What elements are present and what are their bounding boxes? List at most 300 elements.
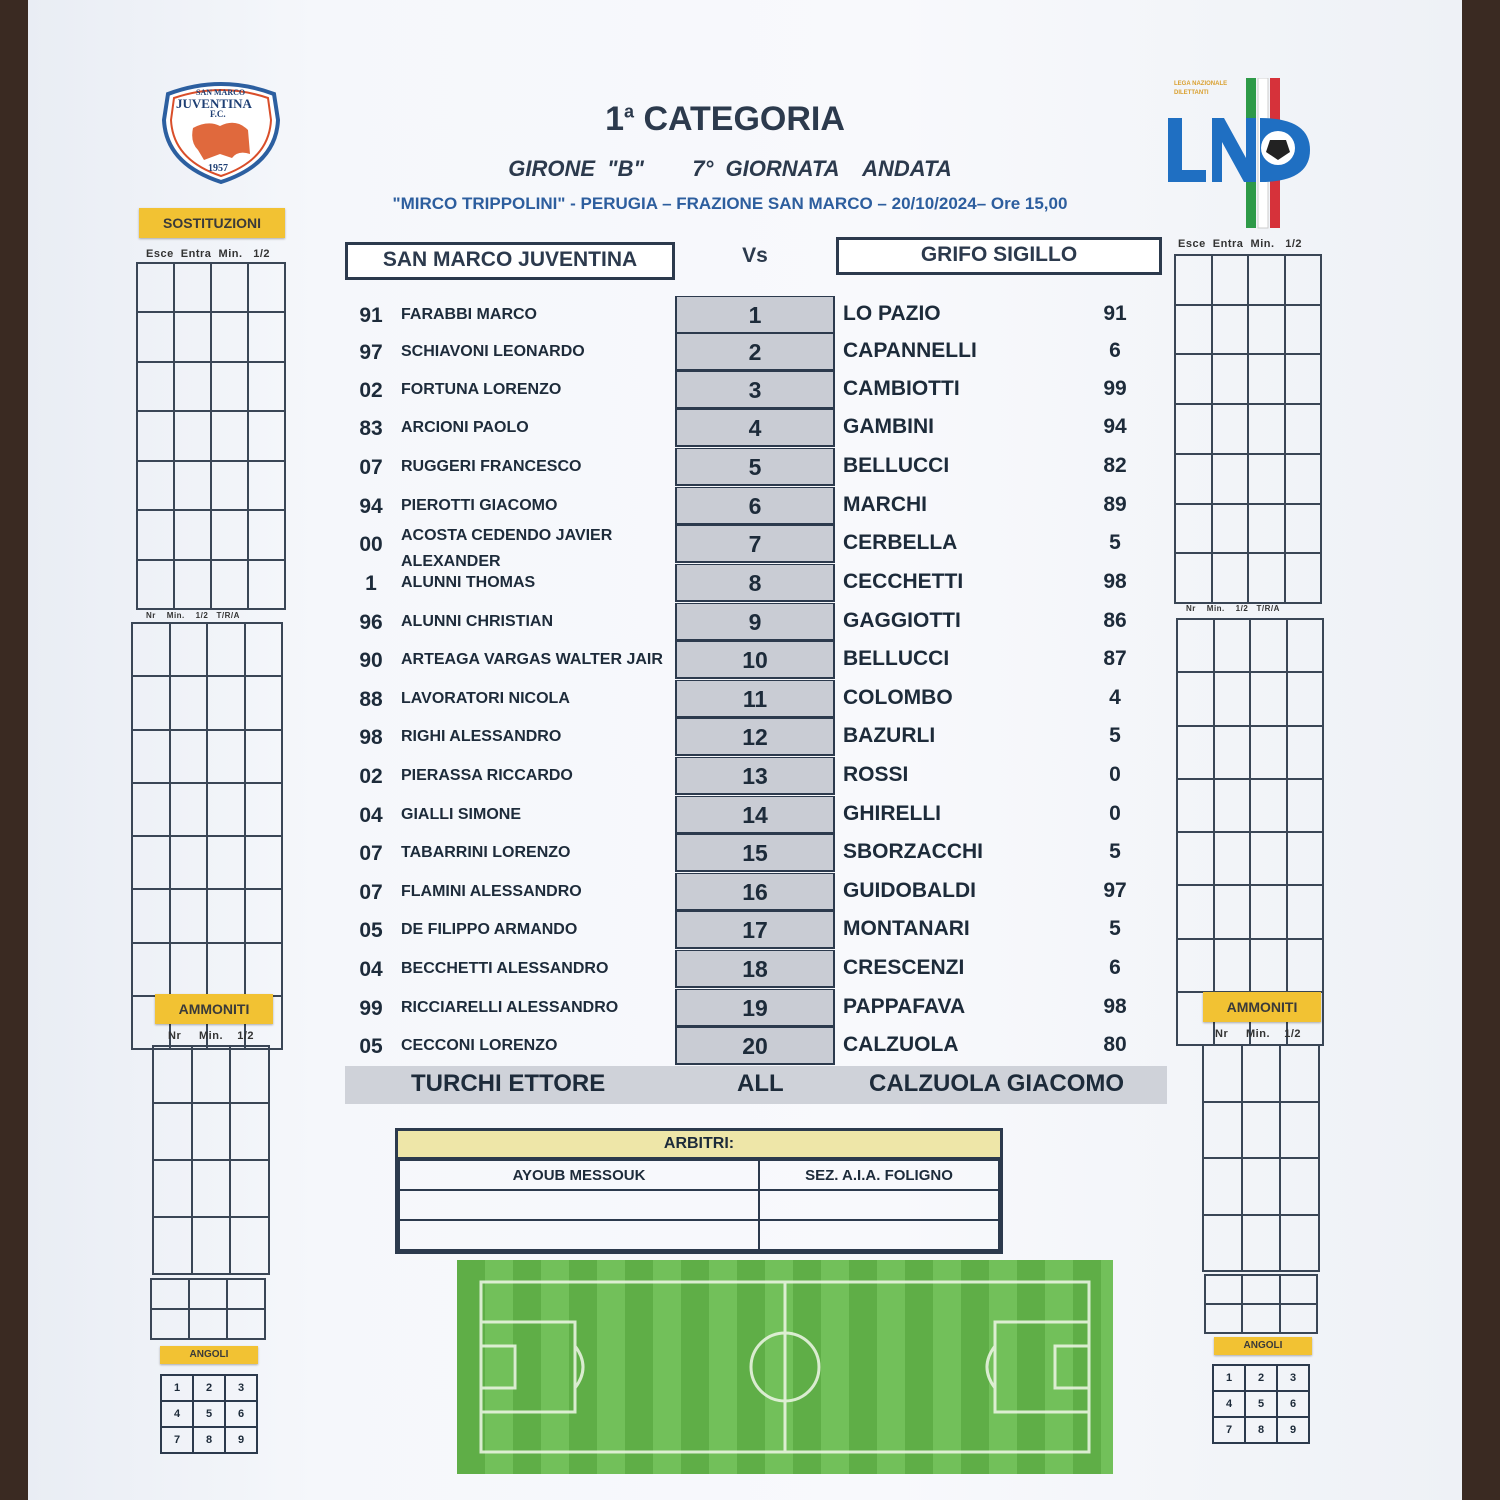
lineup-row	[345, 448, 1145, 486]
corners-grid-right	[1212, 1364, 1310, 1444]
grid-cell	[245, 676, 283, 729]
grid-cell	[170, 676, 208, 729]
grid-cell	[211, 461, 248, 510]
corner-cell: 8	[193, 1427, 225, 1453]
away-player-name: ROSSI	[843, 763, 909, 786]
coaches-row	[345, 1066, 1167, 1104]
grid-cell	[1248, 404, 1285, 454]
grid-cell	[211, 560, 248, 609]
home-player-number: 00	[359, 533, 383, 556]
grid-cell	[211, 312, 248, 361]
grid-cell	[1280, 1045, 1319, 1102]
grid-cell	[1248, 454, 1285, 504]
home-player-name: FLAMINI ALESSANDRO	[401, 883, 582, 900]
away-player-number: 0	[1109, 802, 1121, 825]
away-player-name: GAGGIOTTI	[843, 609, 961, 632]
grid-cell	[153, 1046, 192, 1103]
referees-title: ARBITRI:	[398, 1131, 1000, 1159]
shirt-number: 12	[675, 718, 835, 756]
grid-cell	[227, 1309, 265, 1339]
corner-cell: 7	[1213, 1417, 1245, 1443]
substitutions-header-left: Esce Entra Min. 1/2	[146, 248, 270, 260]
home-player-name: FORTUNA LORENZO	[401, 381, 562, 398]
grid-cell	[1250, 939, 1287, 992]
away-player-number: 5	[1109, 531, 1121, 554]
substitutions-header2-right: Nr Min. 1/2 T/R/A	[1186, 604, 1280, 613]
away-coach: CALZUOLA GIACOMO	[869, 1070, 1125, 1097]
shirt-number: 10	[675, 641, 835, 679]
referee-empty-cell	[399, 1220, 759, 1250]
grid-cell	[248, 263, 285, 312]
home-player-name: ALUNNI THOMAS	[401, 574, 536, 591]
grid-cell	[1212, 305, 1249, 355]
home-coach: TURCHI ETTORE	[411, 1070, 606, 1097]
home-logo-name: JUVENTINA	[176, 96, 252, 111]
grid-cell	[1214, 832, 1251, 885]
corner-cell: 6	[225, 1401, 257, 1427]
home-player-name: LAVORATORI NICOLA	[401, 690, 570, 707]
grid-cell	[1285, 305, 1322, 355]
lineup-row	[345, 757, 1145, 795]
home-player-name: RICCIARELLI ALESSANDRO	[401, 999, 619, 1016]
grid-cell	[132, 783, 170, 836]
shirt-number: 19	[675, 989, 835, 1027]
grid-cell	[211, 362, 248, 411]
league-logo	[1160, 78, 1320, 238]
away-player-name: CERBELLA	[843, 531, 958, 554]
grid-cell	[1285, 553, 1322, 603]
grid-cell	[1203, 1158, 1242, 1215]
grid-cell	[1212, 404, 1249, 454]
grid-cell	[1280, 1215, 1319, 1272]
home-player-name: SCHIAVONI LEONARDO	[401, 343, 585, 360]
home-player-number: 91	[359, 304, 383, 327]
lineup-row	[345, 950, 1145, 988]
grid-cell	[1214, 885, 1251, 938]
substitutions-grid2-right	[1176, 618, 1324, 1046]
shirt-number: 15	[675, 834, 835, 872]
away-player-name: GHIRELLI	[843, 802, 941, 825]
shirt-number: 5	[675, 448, 835, 486]
away-player-name: CRESCENZI	[843, 956, 965, 979]
grid-cell	[211, 411, 248, 460]
corner-cell: 9	[225, 1427, 257, 1453]
corner-cell: 3	[225, 1375, 257, 1401]
home-player-name: PIERASSA RICCARDO	[401, 767, 573, 784]
shirt-number: 16	[675, 873, 835, 911]
grid-cell	[153, 1217, 192, 1274]
away-player-name: BELLUCCI	[843, 647, 950, 670]
grid-cell	[1280, 1158, 1319, 1215]
shirt-number: 1	[675, 296, 835, 334]
grid-cell	[1214, 619, 1251, 672]
grid-cell	[207, 676, 245, 729]
lineup-row	[345, 487, 1145, 525]
home-player-number: 98	[359, 726, 383, 749]
away-player-number: 99	[1103, 377, 1127, 400]
corner-cell: 7	[161, 1427, 193, 1453]
away-player-name: CAPANNELLI	[843, 339, 977, 362]
lineup-row	[345, 525, 1145, 570]
shirt-number: 6	[675, 487, 835, 525]
grid-cell	[211, 263, 248, 312]
grid-cell	[1177, 832, 1214, 885]
corner-cell: 1	[1213, 1365, 1245, 1391]
home-player-name: BECCHETTI ALESSANDRO	[401, 960, 609, 977]
grid-cell	[207, 623, 245, 676]
corners-label-left: ANGOLI	[160, 1346, 258, 1364]
substitutions-grid2-left	[131, 622, 283, 1050]
home-player-number: 07	[359, 456, 383, 479]
cautions-extra-grid-left	[150, 1278, 266, 1340]
home-player-number: 94	[359, 495, 383, 518]
grid-cell	[170, 623, 208, 676]
away-player-number: 5	[1109, 724, 1121, 747]
grid-cell	[174, 510, 211, 559]
home-player-name: GIALLI SIMONE	[401, 806, 521, 823]
vs-label: Vs	[742, 244, 768, 267]
grid-cell	[137, 560, 174, 609]
cautions-extra-grid-right	[1204, 1274, 1318, 1334]
grid-cell	[132, 676, 170, 729]
grid-cell	[211, 510, 248, 559]
grid-cell	[1203, 1045, 1242, 1102]
home-logo-top: SAN MARCO	[196, 88, 246, 97]
shirt-number: 4	[675, 409, 835, 447]
lineup-row	[345, 296, 1145, 334]
grid-cell	[1242, 1304, 1279, 1333]
away-player-number: 98	[1103, 570, 1127, 593]
grid-cell	[245, 836, 283, 889]
grid-cell	[1287, 619, 1324, 672]
lineup-row	[345, 333, 1145, 371]
grid-cell	[1177, 779, 1214, 832]
grid-cell	[1250, 672, 1287, 725]
away-player-name: PAPPAFAVA	[843, 995, 966, 1018]
grid-cell	[174, 312, 211, 361]
grid-cell	[1285, 255, 1322, 305]
home-player-name: DE FILIPPO ARMANDO	[401, 921, 578, 938]
grid-cell	[1175, 454, 1212, 504]
home-player-number: 04	[359, 958, 383, 981]
grid-cell	[1203, 1215, 1242, 1272]
lineup-row	[345, 1027, 1145, 1065]
away-player-name: CAMBIOTTI	[843, 377, 960, 400]
home-player-number: 05	[359, 1035, 383, 1058]
home-player-name: ALUNNI CHRISTIAN	[401, 613, 553, 630]
away-player-name: GUIDOBALDI	[843, 879, 976, 902]
grid-cell	[151, 1279, 189, 1309]
grid-cell	[1285, 404, 1322, 454]
grid-cell	[1248, 305, 1285, 355]
grid-cell	[1285, 454, 1322, 504]
home-team-box: SAN MARCO JUVENTINA	[345, 242, 675, 280]
shirt-number: 20	[675, 1027, 835, 1065]
grid-cell	[1285, 504, 1322, 554]
grid-cell	[1250, 779, 1287, 832]
grid-cell	[1177, 726, 1214, 779]
home-player-number: 97	[359, 341, 383, 364]
shirt-number: 18	[675, 950, 835, 988]
grid-cell	[1248, 255, 1285, 305]
football-pitch	[457, 1260, 1113, 1474]
cautions-header-left: Nr Min. 1/2	[168, 1030, 255, 1042]
grid-cell	[1175, 553, 1212, 603]
grid-cell	[170, 943, 208, 996]
grid-cell	[137, 263, 174, 312]
grid-cell	[132, 943, 170, 996]
grid-cell	[207, 889, 245, 942]
grid-cell	[1250, 726, 1287, 779]
grid-cell	[151, 1309, 189, 1339]
grid-cell	[1242, 1102, 1281, 1159]
grid-cell	[1242, 1045, 1281, 1102]
grid-cell	[132, 836, 170, 889]
grid-cell	[1214, 672, 1251, 725]
home-player-number: 96	[359, 611, 383, 634]
grid-cell	[153, 1103, 192, 1160]
shirt-number: 3	[675, 371, 835, 409]
venue-info: "MIRCO TRIPPOLINI" - PERUGIA – FRAZIONE SAN MARCO – 20/10/2024– Ore 15,00	[392, 194, 1068, 213]
away-player-number: 86	[1103, 609, 1127, 632]
grid-cell	[170, 730, 208, 783]
away-player-number: 4	[1109, 686, 1121, 709]
substitutions-grid-right	[1174, 254, 1322, 604]
grid-cell	[1205, 1275, 1242, 1304]
referee-section: SEZ. A.I.A. FOLIGNO	[759, 1160, 999, 1190]
grid-cell	[1280, 1102, 1319, 1159]
grid-cell	[189, 1279, 227, 1309]
home-player-name: ARTEAGA VARGAS WALTER JAIR	[401, 651, 663, 668]
grid-cell	[174, 411, 211, 460]
grid-cell	[1205, 1304, 1242, 1333]
grid-cell	[137, 411, 174, 460]
grid-cell	[192, 1046, 231, 1103]
grid-cell	[245, 623, 283, 676]
corner-cell: 5	[1245, 1391, 1277, 1417]
grid-cell	[1280, 1275, 1317, 1304]
grid-cell	[1177, 939, 1214, 992]
away-player-number: 5	[1109, 917, 1121, 940]
away-player-number: 0	[1109, 763, 1121, 786]
home-player-number: 07	[359, 842, 383, 865]
home-logo-year: 1957	[208, 163, 228, 174]
grid-cell	[207, 836, 245, 889]
grid-cell	[1242, 1275, 1279, 1304]
corner-cell: 9	[1277, 1417, 1309, 1443]
grid-cell	[248, 510, 285, 559]
lineup-row	[345, 680, 1145, 718]
grid-cell	[248, 411, 285, 460]
shirt-number: 7	[675, 525, 835, 563]
home-player-number: 02	[359, 379, 383, 402]
lineup-row	[345, 641, 1145, 679]
grid-cell	[192, 1217, 231, 1274]
away-player-name: MARCHI	[843, 493, 927, 516]
grid-cell	[1203, 1102, 1242, 1159]
grid-cell	[207, 730, 245, 783]
lineup-row	[345, 409, 1145, 447]
grid-cell	[174, 362, 211, 411]
grid-cell	[1287, 779, 1324, 832]
grid-cell	[245, 889, 283, 942]
referee-empty-cell	[759, 1190, 999, 1220]
away-player-number: 80	[1103, 1033, 1127, 1056]
corners-grid-left	[160, 1374, 258, 1454]
grid-cell	[248, 560, 285, 609]
corner-cell: 6	[1277, 1391, 1309, 1417]
coach-label: ALL	[737, 1070, 784, 1097]
substitutions-grid-left	[136, 262, 286, 610]
grid-cell	[1175, 305, 1212, 355]
grid-cell	[1242, 1158, 1281, 1215]
lineup-row	[345, 796, 1145, 834]
grid-cell	[1214, 726, 1251, 779]
cautions-grid-right	[1202, 1044, 1320, 1272]
grid-cell	[1248, 354, 1285, 404]
home-player-name: ACOSTA CEDENDO JAVIER ALEXANDER	[401, 527, 613, 570]
grid-cell	[1175, 354, 1212, 404]
grid-cell	[153, 1160, 192, 1217]
grid-cell	[1175, 504, 1212, 554]
cautions-label-right: AMMONITI	[1203, 992, 1321, 1022]
lineup-row	[345, 873, 1145, 911]
cautions-header-right: Nr Min. 1/2	[1215, 1028, 1302, 1040]
grid-cell	[170, 783, 208, 836]
referee-name: AYOUB MESSOUK	[399, 1160, 759, 1190]
away-player-name: GAMBINI	[843, 415, 934, 438]
away-player-number: 94	[1103, 415, 1127, 438]
corner-cell: 2	[193, 1375, 225, 1401]
grid-cell	[230, 1046, 269, 1103]
away-player-number: 6	[1109, 339, 1121, 362]
grid-cell	[1177, 672, 1214, 725]
away-player-number: 89	[1103, 493, 1127, 516]
corner-cell: 8	[1245, 1417, 1277, 1443]
away-player-name: MONTANARI	[843, 917, 970, 940]
home-player-number: 83	[359, 417, 383, 440]
corner-cell: 4	[161, 1401, 193, 1427]
grid-cell	[1214, 939, 1251, 992]
away-player-name: BELLUCCI	[843, 454, 950, 477]
grid-cell	[227, 1279, 265, 1309]
grid-cell	[137, 362, 174, 411]
grid-cell	[132, 730, 170, 783]
grid-cell	[248, 362, 285, 411]
page-subtitle: GIRONE "B" 7° GIORNATA ANDATA	[508, 156, 952, 181]
grid-cell	[245, 730, 283, 783]
grid-cell	[1287, 726, 1324, 779]
away-player-name: BAZURLI	[843, 724, 936, 747]
away-player-number: 91	[1103, 302, 1127, 325]
lineup-row	[345, 564, 1145, 602]
grid-cell	[1212, 354, 1249, 404]
league-logo-small-text: LEGA NAZIONALE DILETTANTI	[1174, 81, 1228, 96]
referee-empty-cell	[399, 1190, 759, 1220]
corner-cell: 3	[1277, 1365, 1309, 1391]
grid-cell	[137, 510, 174, 559]
cautions-label-left: AMMONITI	[155, 994, 273, 1024]
grid-cell	[174, 263, 211, 312]
lineup-row	[345, 989, 1145, 1027]
grid-cell	[1248, 504, 1285, 554]
substitutions-header2-left: Nr Min. 1/2 T/R/A	[146, 611, 240, 620]
home-player-name: RUGGERI FRANCESCO	[401, 458, 582, 475]
home-player-number: 99	[359, 997, 383, 1020]
grid-cell	[137, 312, 174, 361]
grid-cell	[137, 461, 174, 510]
grid-cell	[1177, 885, 1214, 938]
grid-cell	[230, 1160, 269, 1217]
grid-cell	[1285, 354, 1322, 404]
lineup-row	[345, 911, 1145, 949]
grid-cell	[1212, 504, 1249, 554]
away-player-number: 6	[1109, 956, 1121, 979]
home-logo-fc: F.C.	[210, 109, 226, 119]
away-player-name: SBORZACCHI	[843, 840, 983, 863]
away-team-box: GRIFO SIGILLO	[836, 237, 1162, 275]
shirt-number: 11	[675, 680, 835, 718]
substitutions-header-right: Esce Entra Min. 1/2	[1178, 238, 1302, 250]
grid-cell	[207, 783, 245, 836]
referee-empty-cell	[759, 1220, 999, 1250]
grid-cell	[132, 623, 170, 676]
home-player-number: 88	[359, 688, 383, 711]
away-player-name: CECCHETTI	[843, 570, 964, 593]
substitutions-label: SOSTITUZIONI	[139, 208, 285, 238]
away-player-name: CALZUOLA	[843, 1033, 959, 1056]
referees-box	[395, 1128, 1003, 1254]
grid-cell	[1212, 553, 1249, 603]
home-player-name: ARCIONI PAOLO	[401, 419, 529, 436]
lineup-row	[345, 718, 1145, 756]
shirt-number: 2	[675, 333, 835, 371]
home-player-number: 04	[359, 804, 383, 827]
away-player-number: 82	[1103, 454, 1127, 477]
grid-cell	[174, 560, 211, 609]
grid-cell	[245, 783, 283, 836]
shirt-number: 17	[675, 911, 835, 949]
home-player-number: 05	[359, 919, 383, 942]
grid-cell	[1287, 672, 1324, 725]
away-player-number: 5	[1109, 840, 1121, 863]
away-player-number: 87	[1103, 647, 1127, 670]
corners-label-right: ANGOLI	[1214, 1337, 1312, 1355]
grid-cell	[248, 461, 285, 510]
home-player-number: 90	[359, 649, 383, 672]
home-player-name: RIGHI ALESSANDRO	[401, 728, 562, 745]
corner-cell: 2	[1245, 1365, 1277, 1391]
grid-cell	[207, 943, 245, 996]
grid-cell	[1280, 1304, 1317, 1333]
grid-cell	[170, 836, 208, 889]
grid-cell	[1212, 255, 1249, 305]
home-team-logo	[158, 80, 284, 184]
grid-cell	[245, 943, 283, 996]
home-player-number: 02	[359, 765, 383, 788]
grid-cell	[1250, 832, 1287, 885]
grid-cell	[1248, 553, 1285, 603]
shirt-number: 8	[675, 564, 835, 602]
grid-cell	[1250, 619, 1287, 672]
away-player-name: COLOMBO	[843, 686, 953, 709]
grid-cell	[1287, 832, 1324, 885]
away-player-number: 98	[1103, 995, 1127, 1018]
home-player-name: TABARRINI LORENZO	[401, 844, 571, 861]
grid-cell	[1175, 404, 1212, 454]
grid-cell	[192, 1103, 231, 1160]
grid-cell	[1177, 619, 1214, 672]
